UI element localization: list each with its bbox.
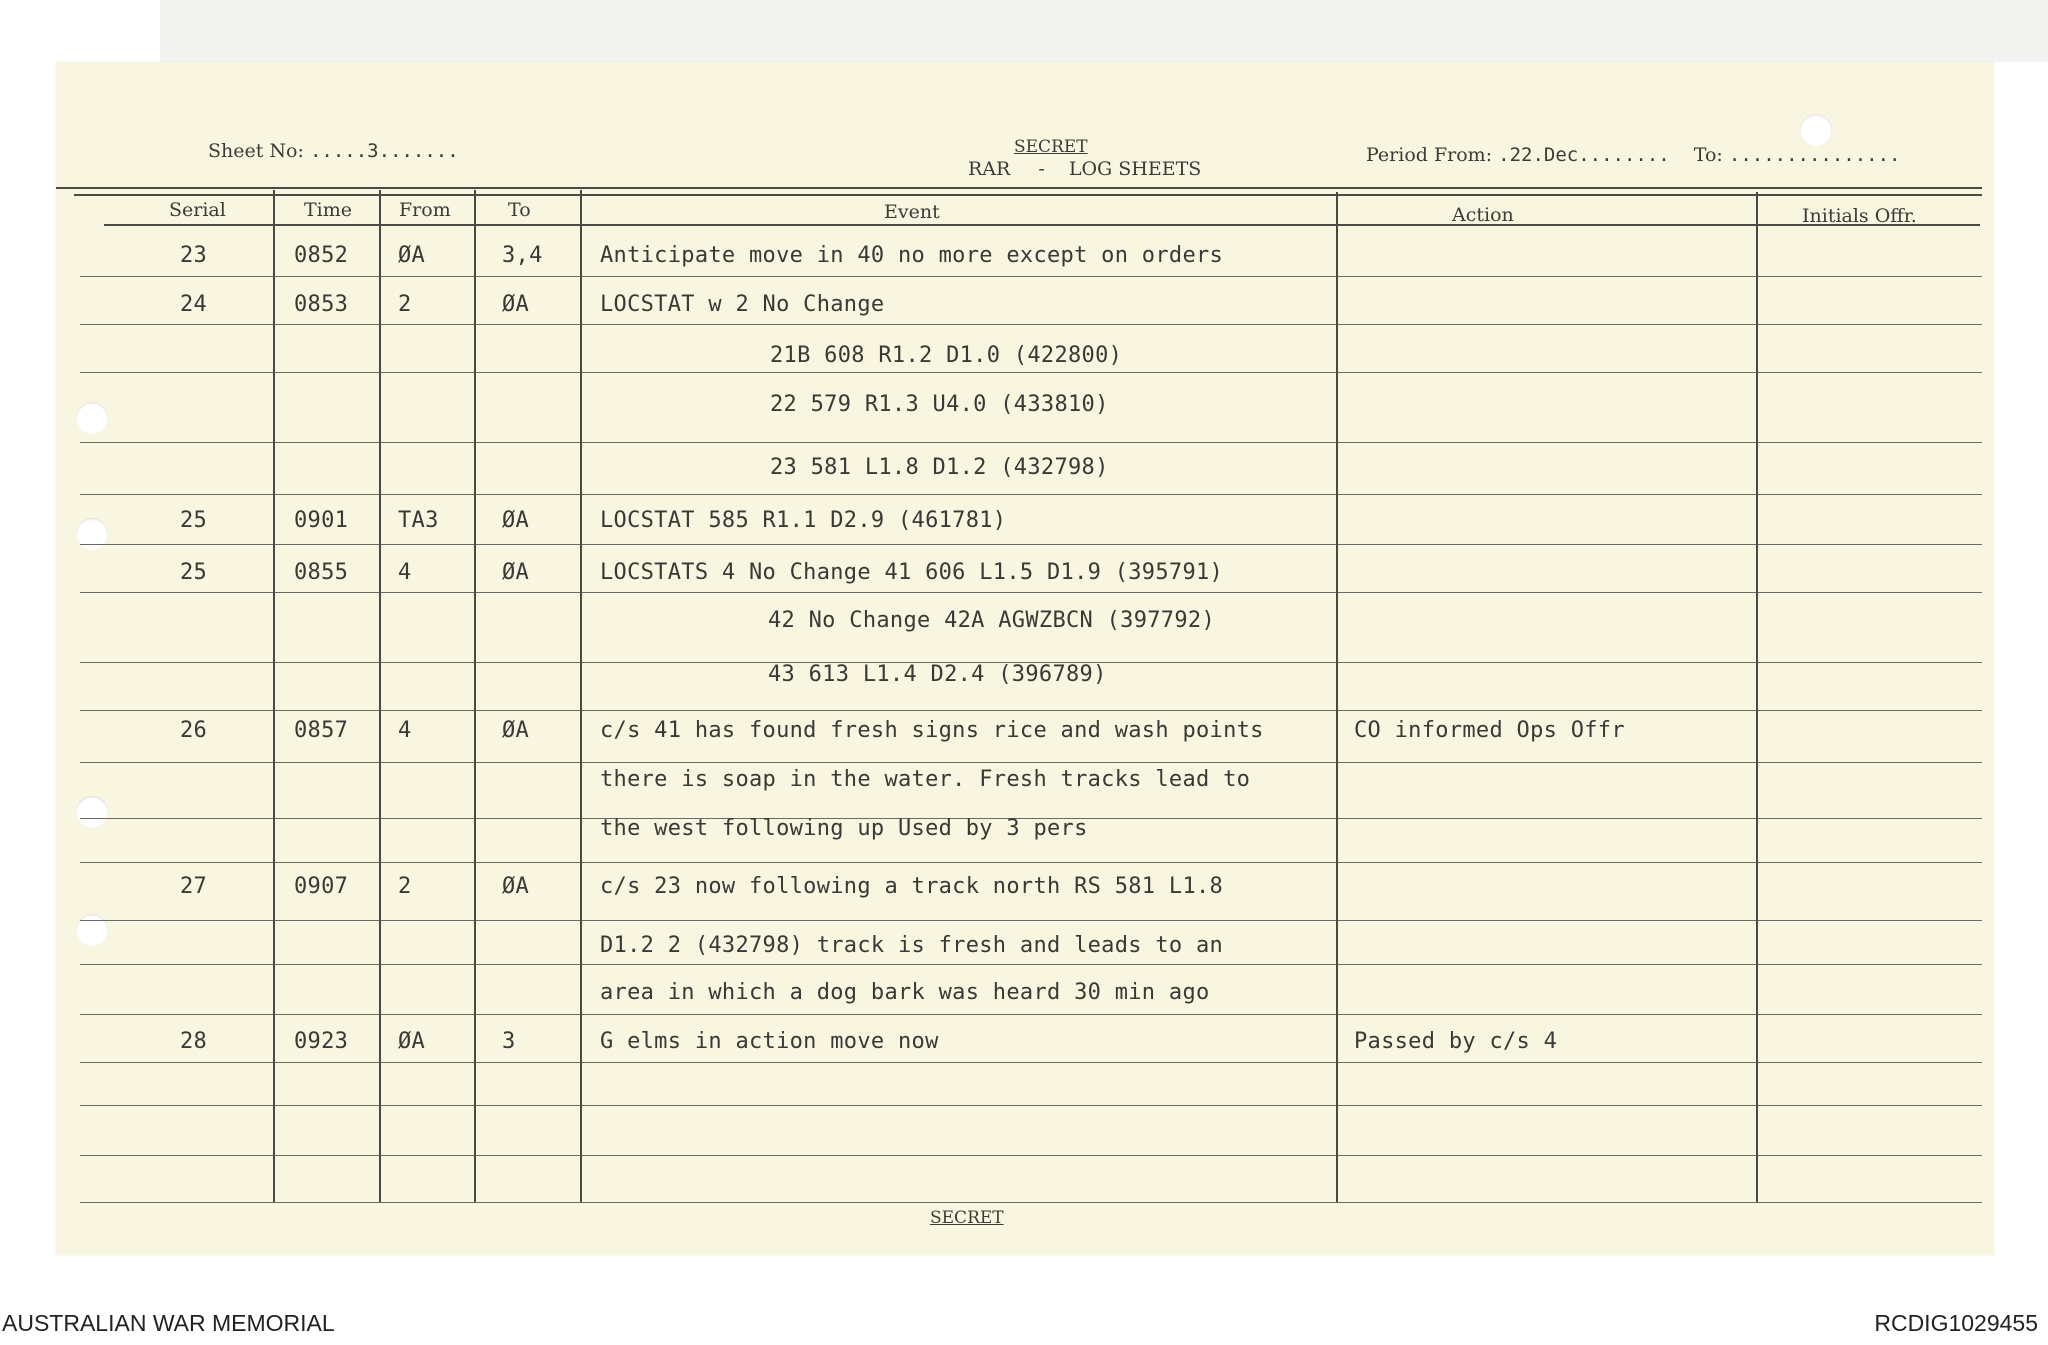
serial-cell: 28 [180, 1029, 208, 1054]
row-rule [80, 710, 1982, 711]
row-rule [80, 592, 1982, 593]
col-divider-to [474, 190, 476, 1202]
event-cell: 42 No Change 42A AGWZBCN (397792) [768, 608, 1215, 633]
action-cell: Passed by c/s 4 [1354, 1029, 1558, 1054]
period-from-value: .22.Dec........ [1498, 144, 1670, 166]
col-divider-from [379, 190, 381, 1202]
serial-cell: 25 [180, 560, 208, 585]
column-header-serial: Serial [169, 199, 226, 221]
secret-marking-top: SECRET [1014, 137, 1088, 157]
header-rule [104, 224, 1980, 226]
event-cell: area in which a dog bark was heard 30 min ago [600, 980, 1210, 1005]
from-cell: TA3 [398, 508, 439, 533]
unit-title [968, 158, 1201, 180]
row-rule [80, 964, 1982, 965]
event-cell: D1.2 2 (432798) track is fresh and leads to an [600, 933, 1224, 958]
row-rule [80, 862, 1982, 863]
table-rule-top [56, 187, 1982, 189]
column-header-initials: Initials Offr. [1802, 205, 1917, 227]
time-cell: 0855 [294, 560, 349, 585]
event-cell: the west following up Used by 3 pers [600, 816, 1088, 841]
sheet-number-value: .....3....... [309, 140, 459, 162]
column-header-to: To [508, 199, 531, 221]
event-cell: c/s 23 now following a track north RS 581 L1.8 [600, 874, 1224, 899]
log-sheets-title: LOG SHEETS [1068, 158, 1202, 180]
action-cell: CO informed Ops Offr [1354, 718, 1625, 743]
sheet-number-label: Sheet No: [208, 140, 304, 162]
time-cell: 0853 [294, 292, 349, 317]
event-cell: Anticipate move in 40 no more except on orders [600, 243, 1224, 268]
row-rule [80, 1202, 1982, 1203]
row-rule [80, 442, 1982, 443]
period-to-value: ............... [1728, 144, 1901, 166]
event-cell: 22 579 R1.3 U4.0 (433810) [770, 392, 1109, 417]
from-cell: 2 [398, 292, 412, 317]
row-rule [80, 1155, 1982, 1156]
time-cell: 0901 [294, 508, 349, 533]
row-rule [80, 762, 1982, 763]
from-cell: ØA [398, 1029, 426, 1054]
column-header-from: From [399, 199, 451, 221]
to-cell: 3,4 [502, 243, 543, 268]
col-divider-action [1336, 192, 1338, 1202]
serial-cell: 27 [180, 874, 208, 899]
unit-name: RAR [968, 158, 1011, 180]
row-rule [80, 276, 1982, 277]
period-from-label: Period From: [1366, 144, 1493, 166]
to-cell: ØA [502, 874, 530, 899]
event-cell: G elms in action move now [600, 1029, 939, 1054]
from-cell: 2 [398, 874, 412, 899]
serial-cell: 25 [180, 508, 208, 533]
event-cell: LOCSTAT w 2 No Change [600, 292, 885, 317]
time-cell: 0907 [294, 874, 349, 899]
column-header-event: Event [884, 201, 940, 223]
column-header-action: Action [1452, 204, 1514, 226]
event-cell: there is soap in the water. Fresh tracks lead to [600, 767, 1251, 792]
time-cell: 0857 [294, 718, 349, 743]
scan-backdrop [160, 0, 2048, 62]
punch-hole [1800, 114, 1832, 146]
row-rule [80, 920, 1982, 921]
time-cell: 0923 [294, 1029, 349, 1054]
to-cell: ØA [502, 560, 530, 585]
sheet-number [208, 140, 459, 162]
col-divider-initials [1756, 192, 1758, 1202]
event-cell: c/s 41 has found fresh signs rice and wash points [600, 718, 1264, 743]
serial-cell: 24 [180, 292, 208, 317]
row-rule [80, 494, 1982, 495]
log-sheet-page [56, 62, 1994, 1255]
event-cell: 21B 608 R1.2 D1.0 (422800) [770, 343, 1123, 368]
archive-reference: RCDIG1029455 [1874, 1310, 2038, 1336]
period-to-label: To: [1693, 144, 1723, 166]
column-header-time: Time [304, 199, 353, 221]
punch-hole [76, 796, 108, 828]
secret-marking-bottom: SECRET [930, 1208, 1004, 1228]
punch-hole [76, 518, 108, 550]
to-cell: ØA [502, 292, 530, 317]
row-rule [80, 324, 1982, 325]
col-divider-time [273, 190, 275, 1202]
event-cell: 43 613 L1.4 D2.4 (396789) [768, 662, 1107, 687]
event-cell: LOCSTAT 585 R1.1 D2.9 (461781) [600, 508, 1007, 533]
to-cell: ØA [502, 718, 530, 743]
to-cell: ØA [502, 508, 530, 533]
from-cell: ØA [398, 243, 426, 268]
event-cell: 23 581 L1.8 D1.2 (432798) [770, 455, 1109, 480]
serial-cell: 26 [180, 718, 208, 743]
from-cell: 4 [398, 560, 412, 585]
time-cell: 0852 [294, 243, 349, 268]
col-divider-event [580, 190, 582, 1202]
row-rule [80, 1014, 1982, 1015]
archive-credit: AUSTRALIAN WAR MEMORIAL [2, 1310, 335, 1336]
table-rule-top-2 [74, 194, 1982, 196]
row-rule [80, 1105, 1982, 1106]
row-rule [80, 1062, 1982, 1063]
title-dash: - [1038, 158, 1045, 180]
punch-hole [76, 402, 108, 434]
punch-hole [76, 914, 108, 946]
period-range [1366, 144, 1900, 166]
to-cell: 3 [502, 1029, 516, 1054]
from-cell: 4 [398, 718, 412, 743]
row-rule [80, 544, 1982, 545]
row-rule [80, 372, 1982, 373]
event-cell: LOCSTATS 4 No Change 41 606 L1.5 D1.9 (395791) [600, 560, 1224, 585]
serial-cell: 23 [180, 243, 208, 268]
